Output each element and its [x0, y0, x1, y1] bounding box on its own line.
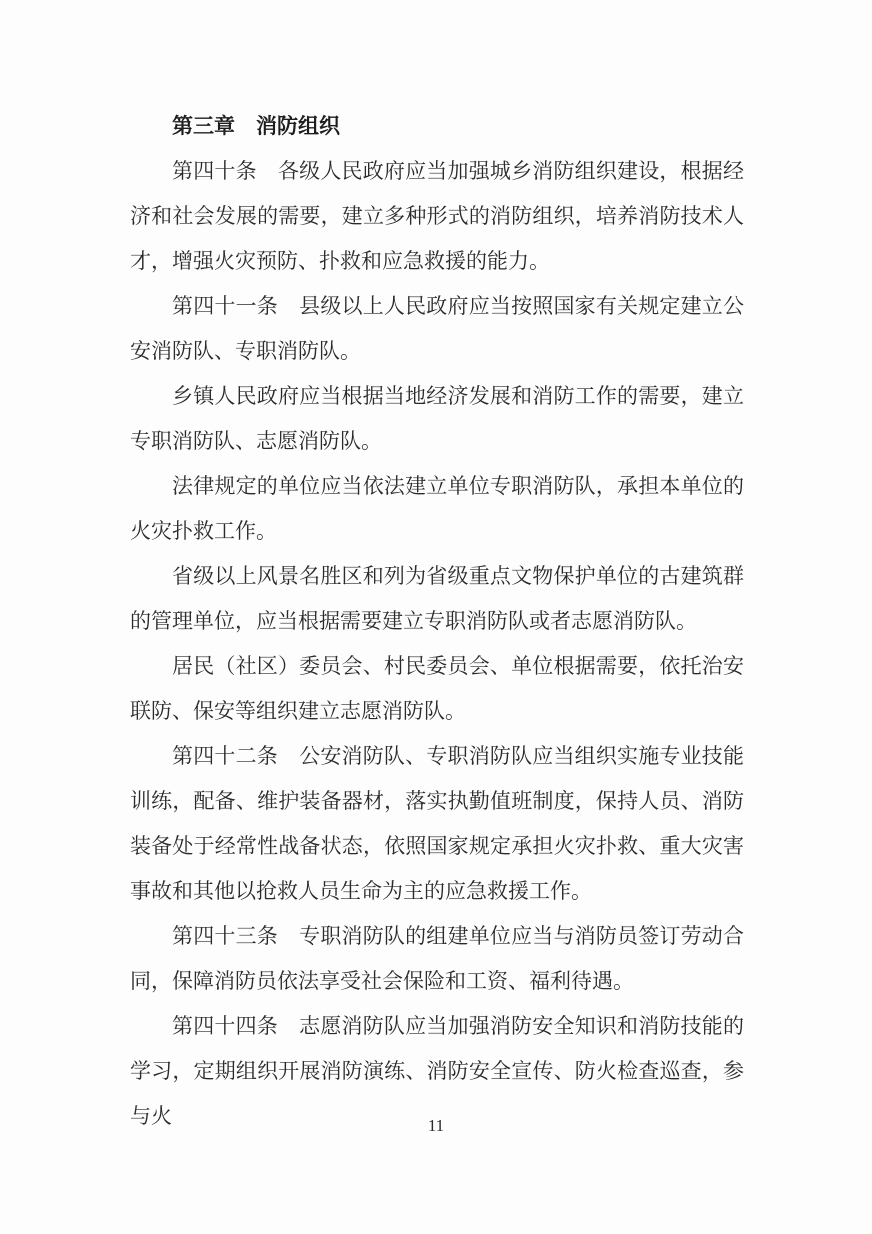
paragraph-article-41: 第四十一条 县级以上人民政府应当按照国家有关规定建立公安消防队、专职消防队。 — [130, 294, 744, 363]
paragraph-article-41-clause-4: 省级以上风景名胜区和列为省级重点文物保护单位的古建筑群的管理单位，应当根据需要建立专职消防队或者志愿消防队。 — [130, 564, 744, 633]
paragraph-article-44: 第四十四条 志愿消防队应当加强消防安全知识和消防技能的学习，定期组织开展消防演练、消防安全宣传、防火检查巡查，参与火 — [130, 1014, 744, 1128]
paragraph-article-41-clause-3: 法律规定的单位应当依法建立单位专职消防队，承担本单位的火灾扑救工作。 — [130, 474, 744, 543]
paragraph-article-41-clause-5: 居民（社区）委员会、村民委员会、单位根据需要，依托治安联防、保安等组织建立志愿消防队。 — [130, 654, 744, 723]
chapter-heading: 第三章 消防组织 — [172, 114, 340, 138]
paragraph-article-40: 第四十条 各级人民政府应当加强城乡消防组织建设，根据经济和社会发展的需要，建立多种形式的消防组织，培养消防技术人才，增强火灾预防、扑救和应急救援的能力。 — [130, 159, 744, 273]
paragraph-article-42: 第四十二条 公安消防队、专职消防队应当组织实施专业技能训练，配备、维护装备器材，落实执勤值班制度，保持人员、消防装备处于经常性战备状态，依照国家规定承担火灾扑救、重大灾害事故和其他以抢救人员生命为主的应急救援工作。 — [130, 744, 744, 903]
document-body — [130, 104, 744, 1139]
paragraph-article-43: 第四十三条 专职消防队的组建单位应当与消防员签订劳动合同，保障消防员依法享受社会保险和工资、福利待遇。 — [130, 924, 744, 993]
page-number: 11 — [427, 1116, 445, 1135]
paragraph-article-41-clause-2: 乡镇人民政府应当根据当地经济发展和消防工作的需要，建立专职消防队、志愿消防队。 — [130, 384, 744, 453]
